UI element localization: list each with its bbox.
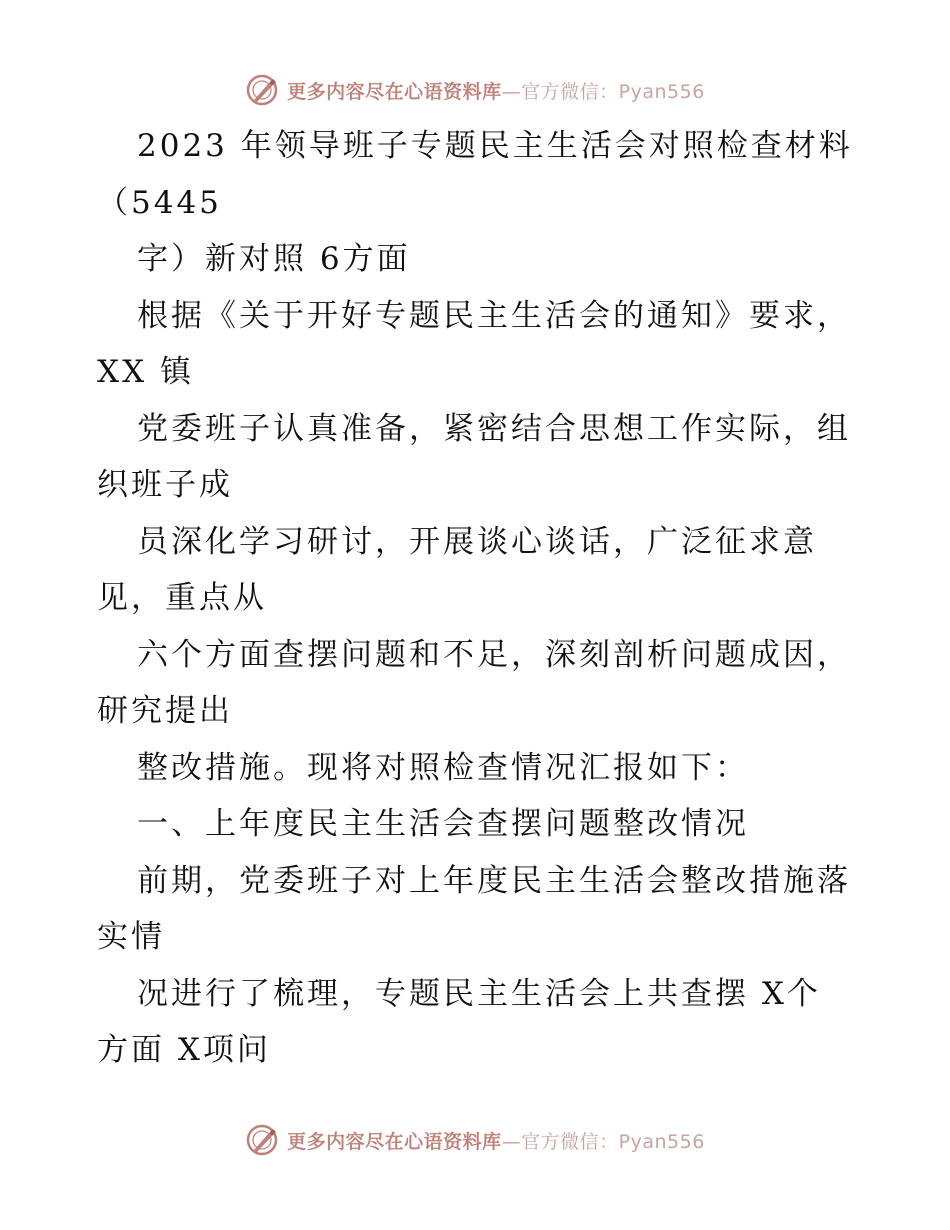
header-watermark bbox=[0, 70, 950, 110]
seal-pen-icon bbox=[245, 1123, 279, 1157]
text-line: 整改措施。现将对照检查情况汇报如下： bbox=[137, 749, 749, 786]
text-line: 况进行了梳理，专题民主生活会上共查摆 X个 bbox=[137, 975, 821, 1012]
text-line: 研究提出 bbox=[97, 693, 233, 729]
text-line: 2023 年领导班子专题民主生活会对照检查材料 bbox=[137, 128, 853, 164]
watermark-text bbox=[287, 1127, 705, 1154]
seal-pen-icon bbox=[245, 73, 279, 107]
text-line: 字）新对照 6方面 bbox=[137, 241, 411, 277]
watermark-contact: —官方微信：Pyan556 bbox=[501, 80, 705, 103]
text-line: 见，重点从 bbox=[97, 580, 267, 616]
text-line: 前期，党委班子对上年度民主生活会整改措施落 bbox=[137, 862, 851, 899]
text-line: 织班子成 bbox=[97, 467, 233, 503]
watermark-brand: 更多内容尽在心语资料库 bbox=[287, 1130, 502, 1153]
text-line: （5445 bbox=[97, 184, 222, 221]
document-body bbox=[97, 118, 857, 1079]
text-line: 员深化学习研讨，开展谈心谈话，广泛征求意 bbox=[137, 523, 817, 560]
text-line: 党委班子认真准备，紧密结合思想工作实际，组 bbox=[137, 410, 851, 447]
text-line: 实情 bbox=[97, 919, 165, 955]
text-line: 六个方面查摆问题和不足，深刻剖析问题成因， bbox=[137, 636, 851, 673]
text-line: XX 镇 bbox=[97, 354, 194, 390]
footer-watermark bbox=[0, 1120, 950, 1160]
text-line: 方面 X项问 bbox=[97, 1032, 271, 1068]
watermark-text bbox=[287, 77, 705, 104]
text-line: 一、上年度民主生活会查摆问题整改情况 bbox=[137, 806, 749, 842]
watermark-contact: —官方微信：Pyan556 bbox=[501, 1130, 705, 1153]
watermark-brand: 更多内容尽在心语资料库 bbox=[287, 80, 502, 103]
text-line: 根据《关于开好专题民主生活会的通知》要求， bbox=[137, 297, 851, 334]
